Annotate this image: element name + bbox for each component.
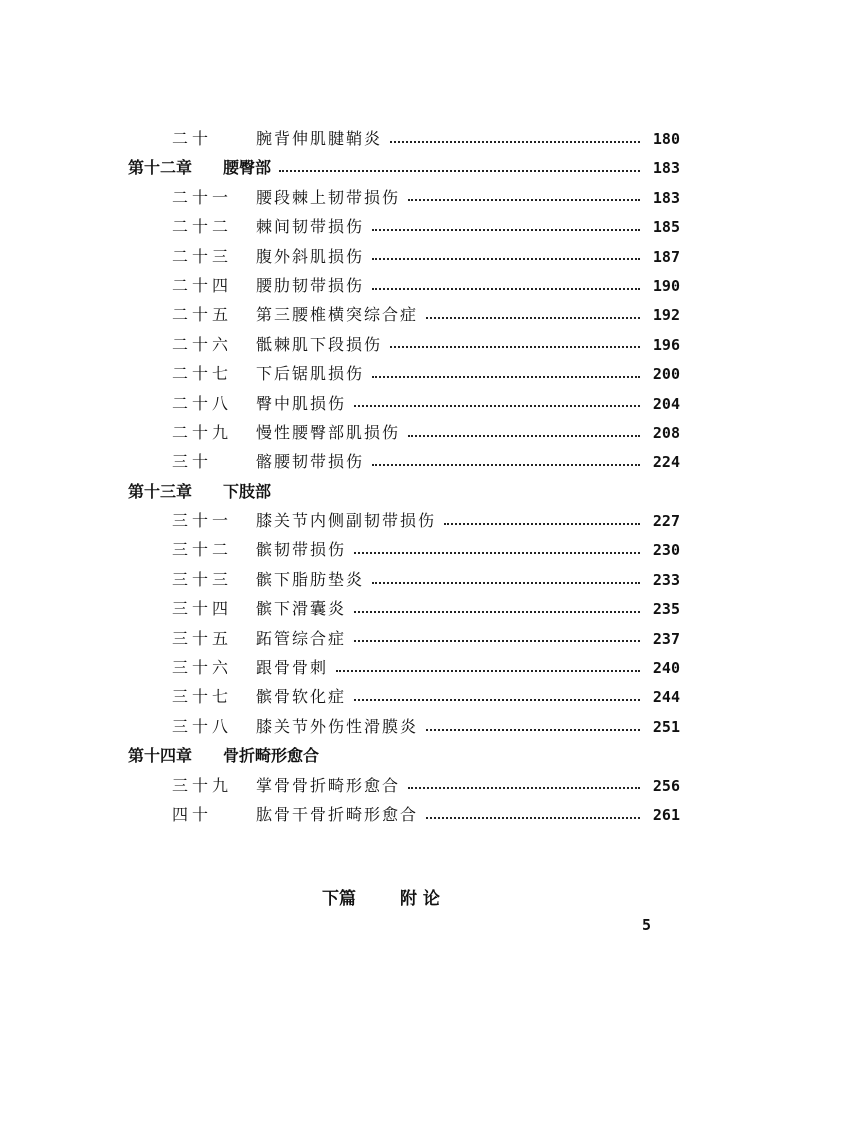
toc-page-number: 187 bbox=[652, 247, 680, 266]
toc-title: 膝关节内侧副韧带损伤 bbox=[256, 511, 437, 531]
toc-chapter-row bbox=[128, 153, 680, 182]
dot-leader bbox=[390, 141, 640, 143]
dot-leader bbox=[372, 288, 640, 290]
toc-entry-row bbox=[128, 712, 680, 741]
toc-page-number: 235 bbox=[652, 600, 680, 619]
dot-leader bbox=[354, 640, 640, 642]
toc-number: 二十四 bbox=[172, 275, 233, 295]
dot-leader bbox=[372, 376, 640, 378]
toc-number: 第十四章 bbox=[128, 746, 193, 766]
toc-title: 下后锯肌损伤 bbox=[256, 364, 365, 384]
dot-leader bbox=[354, 611, 640, 613]
toc-number: 第十二章 bbox=[128, 158, 193, 178]
toc-number: 三十六 bbox=[172, 658, 233, 678]
toc-title: 慢性腰臀部肌损伤 bbox=[256, 422, 401, 442]
toc-page-number: 190 bbox=[652, 276, 680, 295]
toc-number: 二十 bbox=[172, 129, 213, 148]
dot-leader bbox=[372, 258, 640, 260]
toc-title: 肱骨干骨折畸形愈合 bbox=[256, 804, 419, 824]
toc-entry-row bbox=[128, 300, 680, 329]
toc-page-number: 192 bbox=[652, 306, 680, 325]
toc-number: 二十六 bbox=[172, 334, 233, 354]
toc-number: 三十九 bbox=[172, 775, 233, 795]
toc-entry-row bbox=[128, 506, 680, 535]
toc-page-number: 183 bbox=[652, 159, 680, 178]
toc-page-number: 208 bbox=[652, 423, 680, 442]
toc-title: 下肢部 bbox=[223, 481, 272, 501]
toc-title: 腰段棘上韧带损伤 bbox=[256, 187, 401, 207]
toc-number: 二十八 bbox=[172, 393, 233, 413]
toc-title: 髌下脂肪垫炎 bbox=[256, 569, 365, 589]
toc-chapter-row bbox=[128, 741, 680, 770]
toc-title: 骨折畸形愈合 bbox=[223, 746, 320, 766]
toc-number: 四十 bbox=[172, 804, 213, 824]
toc-title: 跖管综合症 bbox=[256, 628, 347, 648]
toc-entry-row bbox=[128, 124, 680, 153]
toc-entry-row bbox=[128, 212, 680, 241]
toc-number: 第十三章 bbox=[128, 481, 193, 501]
toc-page-number: 183 bbox=[652, 188, 680, 207]
toc-title: 掌骨骨折畸形愈合 bbox=[256, 775, 401, 795]
toc-entry-row bbox=[128, 418, 680, 447]
toc-entry-row bbox=[128, 359, 680, 388]
toc-number: 三十八 bbox=[172, 716, 233, 736]
toc-entry-row bbox=[128, 653, 680, 682]
dot-leader bbox=[408, 199, 640, 201]
page-number: 5 bbox=[642, 916, 652, 934]
toc-page-number: 227 bbox=[652, 512, 680, 531]
toc-entry-row bbox=[128, 389, 680, 418]
toc-number: 二十三 bbox=[172, 246, 233, 266]
dot-leader bbox=[372, 229, 640, 231]
dot-leader bbox=[426, 729, 640, 731]
toc-page-number: 256 bbox=[652, 776, 680, 795]
toc-page-number: 196 bbox=[652, 335, 680, 354]
toc-page-number: 200 bbox=[652, 365, 680, 384]
toc-number: 三十一 bbox=[172, 511, 233, 531]
table-of-contents bbox=[128, 124, 680, 829]
toc-number: 三十二 bbox=[172, 540, 233, 560]
toc-page-number: 224 bbox=[652, 453, 680, 472]
dot-leader bbox=[354, 699, 640, 701]
dot-leader bbox=[444, 523, 640, 525]
toc-title: 棘间韧带损伤 bbox=[256, 217, 365, 237]
toc-title: 第三腰椎横突综合症 bbox=[256, 305, 419, 325]
toc-title: 臀中肌损伤 bbox=[256, 393, 347, 413]
dot-leader bbox=[372, 582, 640, 584]
toc-title: 腕背伸肌腱鞘炎 bbox=[256, 129, 383, 148]
toc-page-number: 233 bbox=[652, 570, 680, 589]
toc-number: 三十四 bbox=[172, 599, 233, 619]
toc-page-number: 185 bbox=[652, 218, 680, 237]
toc-entry-row bbox=[128, 183, 680, 212]
toc-page-number: 244 bbox=[652, 688, 680, 707]
toc-title: 髌下滑囊炎 bbox=[256, 599, 347, 619]
toc-page-number: 204 bbox=[652, 394, 680, 413]
toc-entry-row bbox=[128, 271, 680, 300]
toc-page-number: 180 bbox=[652, 130, 680, 148]
toc-title: 腹外斜肌损伤 bbox=[256, 246, 365, 266]
toc-number: 三十五 bbox=[172, 628, 233, 648]
toc-entry-row bbox=[128, 800, 680, 829]
dot-leader bbox=[336, 670, 640, 672]
toc-number: 三十三 bbox=[172, 569, 233, 589]
toc-title: 腰肋韧带损伤 bbox=[256, 275, 365, 295]
toc-title: 跟骨骨刺 bbox=[256, 658, 329, 678]
toc-title: 腰臀部 bbox=[223, 158, 272, 178]
toc-title: 髌韧带损伤 bbox=[256, 540, 347, 560]
toc-page-number: 237 bbox=[652, 629, 680, 648]
toc-page-number: 230 bbox=[652, 541, 680, 560]
dot-leader bbox=[390, 346, 640, 348]
dot-leader bbox=[354, 405, 640, 407]
part-heading-left: 下篇 bbox=[322, 889, 356, 909]
toc-page-number: 240 bbox=[652, 659, 680, 678]
toc-entry-row bbox=[128, 624, 680, 653]
toc-number: 二十五 bbox=[172, 305, 233, 325]
dot-leader bbox=[426, 817, 640, 819]
toc-number: 三十 bbox=[172, 452, 213, 472]
toc-entry-row bbox=[128, 447, 680, 476]
toc-title: 骶棘肌下段损伤 bbox=[256, 334, 383, 354]
toc-page-number: 251 bbox=[652, 717, 680, 736]
toc-number: 二十二 bbox=[172, 217, 233, 237]
toc-number: 二十九 bbox=[172, 422, 233, 442]
toc-entry-row bbox=[128, 771, 680, 800]
toc-entry-row bbox=[128, 242, 680, 271]
dot-leader bbox=[426, 317, 640, 319]
dot-leader bbox=[354, 552, 640, 554]
toc-entry-row bbox=[128, 565, 680, 594]
toc-entry-row bbox=[128, 535, 680, 564]
dot-leader bbox=[408, 787, 640, 789]
toc-title: 髂腰韧带损伤 bbox=[256, 452, 365, 472]
toc-entry-row bbox=[128, 594, 680, 623]
dot-leader bbox=[372, 464, 640, 466]
toc-entry-row bbox=[128, 682, 680, 711]
dot-leader bbox=[279, 170, 640, 172]
toc-entry-row bbox=[128, 330, 680, 359]
toc-chapter-row bbox=[128, 477, 680, 506]
toc-title: 髌骨软化症 bbox=[256, 687, 347, 707]
dot-leader bbox=[408, 435, 640, 437]
toc-number: 二十一 bbox=[172, 187, 233, 207]
toc-title: 膝关节外伤性滑膜炎 bbox=[256, 716, 419, 736]
toc-number: 二十七 bbox=[172, 364, 233, 384]
toc-page-number: 261 bbox=[652, 805, 680, 824]
toc-number: 三十七 bbox=[172, 687, 233, 707]
part-heading bbox=[322, 884, 440, 909]
part-heading-right: 附 论 bbox=[400, 889, 440, 909]
